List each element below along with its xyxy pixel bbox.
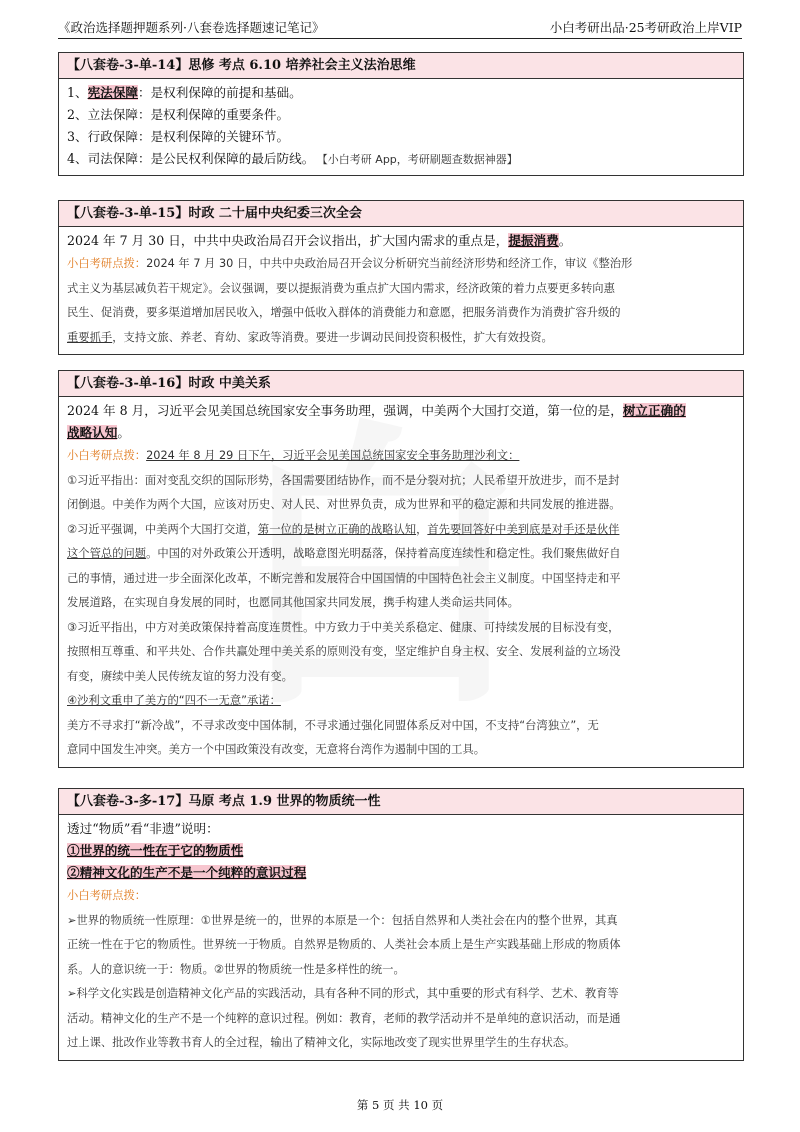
list-item: 4、司法保障：是公民权利保障的最后防线。 <box>67 151 315 166</box>
header-right-title: 小白考研出品·25考研政治上岸VIP <box>549 20 742 35</box>
question-box-16 <box>58 370 744 768</box>
question-box-17 <box>58 788 744 1061</box>
highlight-keyword: 宪法保障 <box>87 85 138 100</box>
answer-option: ②精神文化的生产不是一个纯粹的意识过程 <box>67 865 307 880</box>
page-number: 第 5 页 共 10 页 <box>356 1098 444 1112</box>
answer-option: ①世界的统一性在于它的物质性 <box>67 843 244 858</box>
note-label: 小白考研点拨： <box>67 257 147 270</box>
promo-tag: 【小白考研 App，考研刷题查数据神器】 <box>322 153 518 166</box>
question-body: 1、宪法保障：是权利保障的前提和基础。 2、立法保障：是权利保障的重要条件。 3、行政保障：是权利保障的关键环节。 4、司法保障：是公民权利保障的最后防线。 【小白考研 App，考研刷题查数据神器】 <box>59 79 743 175</box>
header-left-title: 《政治选择题押题系列·八套卷选择题速记笔记》 <box>58 20 325 35</box>
question-title: 【八套卷-3-多-17】马原 考点 1.9 世界的物质统一性 <box>59 789 743 815</box>
note-label: 小白考研点拨： <box>67 889 147 902</box>
question-body: 2024 年 7 月 30 日，中共中央政治局召开会议指出，扩大国内需求的重点是，提振消费。 小白考研点拨：2024 年 7 月 30 日，中共中央政治局召开会议分析研究当前经济形势和经济工作，审议《整治形 式主义为基层减负若干规定》。会议强调，要以提振消费为重点扩大国内需求，经济政策的着力点要更多转向惠 民生、促消费，要多渠道增加居民收入，增强中低收入群体的消费能力和意愿，把服务消费作为消费扩容升级的 重要抓手，支持文旅、养老、育幼、家政等消费。要进一步调动民间投资积极性，扩大有效投资。 <box>67 233 633 344</box>
question-box-14 <box>58 52 744 176</box>
list-item: 2、立法保障：是权利保障的重要条件。 <box>67 107 290 122</box>
answer-highlight: 树立正确的 <box>622 403 686 418</box>
note-label: 小白考研点拨： <box>67 449 147 462</box>
list-item: 3、行政保障：是权利保障的关键环节。 <box>67 129 290 144</box>
page-header <box>58 14 742 39</box>
question-title: 【八套卷-3-单-16】时政 中美关系 <box>59 371 743 397</box>
question-box-15 <box>58 200 744 355</box>
answer-highlight: 战略认知 <box>67 425 118 440</box>
answer-highlight: 提振消费 <box>508 233 559 248</box>
question-title: 【八套卷-3-单-14】思修 考点 6.10 培养社会主义法治思维 <box>59 53 743 79</box>
question-body: 透过“物质”看“非遗”说明： ①世界的统一性在于它的物质性 ②精神文化的生产不是一个纯粹的意识过程 小白考研点拨： ➢世界的物质统一性原理：①世界是统一的，世界的本原是一个：包括自然界和人类社会在内的整个世界，其真 正统一性在于它的物质性。世界统一于物质。自然界是物质的、人类社会本质上是生产实践基础上形成的物质体 系。人的意识统一于：物质。②世界的物质统一性是多样性的统一。 ➢科学文化实践是创造精神文化产品的实践活动，具有各种不同的形式，其中重要的形式有科学、艺术、教育等 活动。精神文化的生产不是一个纯粹的意识过程。例如：教育，老师的教学活动并不是单纯的意识活动，而是通 过上课、批改作业等教书育人的全过程，输出了精神文化，实际地改变了现实世界里学生的生存状态。 <box>67 821 621 1049</box>
question-body: 2024 年 8 月，习近平会见美国总统国家安全事务助理，强调，中美两个大国打交道，第一位的是，树立正确的 战略认知。 小白考研点拨：2024 年 8 月 29 日下午，习近平会见美国总统国家安全事务助理沙利文： ①习近平指出：面对变乱交织的国际形势，各国需要团结协作，而不是分裂对抗；人民希望开放进步，而不是封 闭倒退。中美作为两个大国，应该对历史、对人民、对世界负责，成为世界和平的稳定源和共同发展的推进器。 ②习近平强调，中美两个大国打交道，第一位的是树立正确的战略认知，首先要回答好中美到底是对手还是伙伴 这个管总的问题。中国的对外政策公开透明，战略意图光明磊落，保持着高度连续性和稳定性。我们聚焦做好自 己的事情，通过进一步全面深化改革，不断完善和发展符合中国国情的中国特色社会主义制度。中国坚持走和平 发展道路，在实现自身发展的同时，也愿同其他国家共同发展，携手构建人类命运共同体。 ③习近平指出，中方对美政策保持着高度连贯性。中方致力于中美关系稳定、健康、可持续发展的目标没有变， 按照相互尊重、和平共处、合作共赢处理中美关系的原则没有变，坚定维护自身主权、安全、发展利益的立场没 有变，赓续中美人民传统友谊的努力没有变。 ④沙利文重申了美方的“四不一无意”承诺： 美方不寻求打“新冷战”，不寻求改变中国体制，不寻求通过强化同盟体系反对中国，不支持“台湾独立”，无 意同中国发生冲突。美方一个中国政策没有改变，无意将台湾作为遏制中国的工具。 <box>67 403 686 756</box>
question-title: 【八套卷-3-单-15】时政 二十届中央纪委三次全会 <box>59 201 743 227</box>
